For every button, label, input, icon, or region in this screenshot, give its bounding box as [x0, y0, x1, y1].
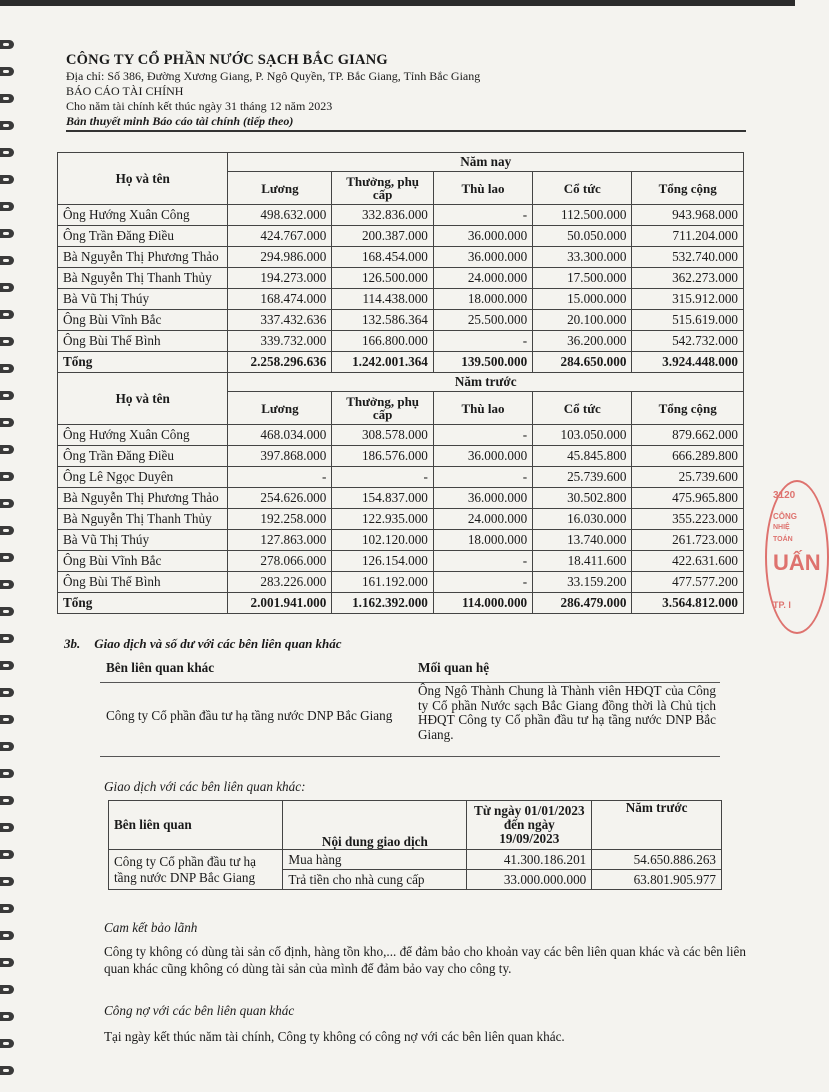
- amount-cell: 355.223.000: [632, 509, 744, 530]
- amount-cell: 362.273.000: [632, 268, 744, 289]
- person-name-cell: Bà Vũ Thị Thúy: [58, 530, 228, 551]
- amount-cell: -: [332, 467, 434, 488]
- amount-cell: 50.050.000: [533, 226, 632, 247]
- binding-ring: [0, 688, 14, 697]
- amount-cell: 25.739.600: [533, 467, 632, 488]
- amount-cell: 114.438.000: [332, 289, 434, 310]
- binding-ring: [0, 121, 14, 130]
- person-name-cell: Ông Bùi Vĩnh Bắc: [58, 310, 228, 331]
- amount-cell: 63.801.905.977: [592, 870, 722, 890]
- binding-ring: [0, 364, 14, 373]
- person-name-cell: Ông Hướng Xuân Công: [58, 205, 228, 226]
- amount-cell: 103.050.000: [533, 425, 632, 446]
- amount-cell: 15.000.000: [533, 289, 632, 310]
- binding-ring: [0, 202, 14, 211]
- amount-cell: -: [433, 205, 532, 226]
- amount-cell: 261.723.000: [632, 530, 744, 551]
- remuneration-table: [57, 152, 744, 614]
- amount-cell: 168.474.000: [228, 289, 332, 310]
- col-header: Nội dung giao dịch: [283, 801, 467, 850]
- person-name-cell: Ông Bùi Vĩnh Bắc: [58, 551, 228, 572]
- binding-ring: [0, 931, 14, 940]
- total-amount: 114.000.000: [433, 593, 532, 614]
- amount-cell: 254.626.000: [228, 488, 332, 509]
- binding-ring: [0, 607, 14, 616]
- binding-ring: [0, 1066, 14, 1075]
- binding-ring: [0, 337, 14, 346]
- amount-cell: 337.432.636: [228, 310, 332, 331]
- col-header: Thưởng, phụ cấp: [332, 392, 434, 425]
- amount-cell: 186.576.000: [332, 446, 434, 467]
- person-name-cell: Ông Bùi Thế Bình: [58, 331, 228, 352]
- amount-cell: 13.740.000: [533, 530, 632, 551]
- total-label: Tổng: [58, 593, 228, 614]
- amount-cell: 102.120.000: [332, 530, 434, 551]
- table-row: [58, 530, 744, 551]
- col-header: Thù lao: [433, 172, 532, 205]
- content-cell: Trả tiền cho nhà cung cấp: [283, 870, 467, 890]
- amount-cell: 200.387.000: [332, 226, 434, 247]
- binding-ring: [0, 418, 14, 427]
- transactions-heading: Giao dịch với các bên liên quan khác:: [104, 779, 306, 794]
- related-party-name: Công ty Cổ phần đầu tư hạ tầng nước DNP Bắc Giang: [106, 708, 393, 723]
- binding-ring: [0, 985, 14, 994]
- col-header: Từ ngày 01/01/2023 đến ngày 19/09/2023: [467, 801, 592, 850]
- binding-ring: [0, 769, 14, 778]
- amount-cell: 36.000.000: [433, 488, 532, 509]
- binding-ring: [0, 472, 14, 481]
- table-row: [58, 226, 744, 247]
- col-header: Bên liên quan: [109, 801, 283, 850]
- amount-cell: -: [433, 572, 532, 593]
- section-number: 3b.: [64, 636, 81, 651]
- total-row: [58, 352, 744, 373]
- person-name-cell: Bà Nguyễn Thị Thanh Thủy: [58, 268, 228, 289]
- table-row: [58, 268, 744, 289]
- col-header: Năm trước: [592, 801, 722, 850]
- total-amount: 286.479.000: [533, 593, 632, 614]
- amount-cell: 33.300.000: [533, 247, 632, 268]
- person-name-cell: Bà Vũ Thị Thúy: [58, 289, 228, 310]
- table-row: [58, 572, 744, 593]
- amount-cell: -: [433, 331, 532, 352]
- binding-ring: [0, 580, 14, 589]
- binding-ring: [0, 499, 14, 508]
- person-name-cell: Bà Nguyễn Thị Phương Thảo: [58, 488, 228, 509]
- amount-cell: 315.912.000: [632, 289, 744, 310]
- amount-cell: 422.631.600: [632, 551, 744, 572]
- transactions-table: [108, 800, 722, 890]
- amount-cell: 332.836.000: [332, 205, 434, 226]
- total-amount: 284.650.000: [533, 352, 632, 373]
- amount-cell: 166.800.000: [332, 331, 434, 352]
- amount-cell: 36.000.000: [433, 226, 532, 247]
- binding-ring: [0, 67, 14, 76]
- table-row: [58, 446, 744, 467]
- report-period: Cho năm tài chính kết thúc ngày 31 tháng 12 năm 2023: [66, 99, 333, 113]
- content-cell: Mua hàng: [283, 850, 467, 870]
- table-row: [58, 247, 744, 268]
- binding-ring: [0, 526, 14, 535]
- company-stamp: [765, 480, 829, 634]
- amount-cell: -: [228, 467, 332, 488]
- amount-cell: 879.662.000: [632, 425, 744, 446]
- amount-cell: 154.837.000: [332, 488, 434, 509]
- binding-ring: [0, 634, 14, 643]
- total-amount: 1.162.392.000: [332, 593, 434, 614]
- relation-col-header: Mối quan hệ: [418, 660, 490, 675]
- amount-cell: 498.632.000: [228, 205, 332, 226]
- amount-cell: 161.192.000: [332, 572, 434, 593]
- person-name-cell: Bà Nguyễn Thị Thanh Thủy: [58, 509, 228, 530]
- amount-cell: 542.732.000: [632, 331, 744, 352]
- binding-ring: [0, 1012, 14, 1021]
- amount-cell: 468.034.000: [228, 425, 332, 446]
- amount-cell: 24.000.000: [433, 509, 532, 530]
- person-name-cell: Ông Bùi Thế Bình: [58, 572, 228, 593]
- amount-cell: 17.500.000: [533, 268, 632, 289]
- debts-heading: Công nợ với các bên liên quan khác: [104, 1003, 295, 1018]
- table-row: [58, 331, 744, 352]
- amount-cell: 54.650.886.263: [592, 850, 722, 870]
- person-name-cell: Ông Lê Ngọc Duyên: [58, 467, 228, 488]
- amount-cell: 666.289.800: [632, 446, 744, 467]
- amount-cell: 278.066.000: [228, 551, 332, 572]
- col-header: Tổng cộng: [632, 392, 744, 425]
- total-amount: 3.564.812.000: [632, 593, 744, 614]
- binding-ring: [0, 742, 14, 751]
- amount-cell: 33.000.000.000: [467, 870, 592, 890]
- binding-ring: [0, 715, 14, 724]
- amount-cell: 36.000.000: [433, 446, 532, 467]
- table-row: [58, 551, 744, 572]
- amount-cell: 339.732.000: [228, 331, 332, 352]
- report-title: BÁO CÁO TÀI CHÍNH: [66, 84, 184, 98]
- scan-top-edge: [0, 0, 795, 6]
- col-header: Cổ tức: [533, 172, 632, 205]
- binding-ring: [0, 904, 14, 913]
- table-row: [58, 488, 744, 509]
- document-header: [66, 52, 746, 132]
- stamp-text: 3120: [773, 490, 796, 501]
- name-col-header: Họ và tên: [58, 153, 228, 205]
- amount-cell: 122.935.000: [332, 509, 434, 530]
- amount-cell: 515.619.000: [632, 310, 744, 331]
- amount-cell: -: [433, 425, 532, 446]
- binding-ring: [0, 445, 14, 454]
- amount-cell: 132.586.364: [332, 310, 434, 331]
- table-row: [58, 509, 744, 530]
- binding-ring: [0, 391, 14, 400]
- binding-ring: [0, 229, 14, 238]
- binding-ring: [0, 850, 14, 859]
- binding-ring: [0, 94, 14, 103]
- relation-description: Ông Ngô Thành Chung là Thành viên HĐQT của Công ty Cổ phần Nước sạch Bắc Giang đồng thời là Chủ tịch HĐQT Công ty Cổ phần đầu tư hạ tầng nước DNP Bắc Giang.: [418, 683, 716, 742]
- binding-ring: [0, 40, 14, 49]
- table-row: [58, 467, 744, 488]
- table-row: [58, 310, 744, 331]
- amount-cell: 41.300.186.201: [467, 850, 592, 870]
- guarantee-text: Công ty không có dùng tài sản cố định, hàng tồn kho,... để đảm bảo cho khoản vay các bên liên quan khác và các bên liên quan khác cũng không có dùng tài sản của mình để đảm bảo vay cho công ty.: [104, 944, 746, 976]
- section-3b-title: [64, 636, 342, 652]
- amount-cell: -: [433, 551, 532, 572]
- amount-cell: 25.500.000: [433, 310, 532, 331]
- amount-cell: 308.578.000: [332, 425, 434, 446]
- col-header: Thưởng, phụ cấp: [332, 172, 434, 205]
- amount-cell: 477.577.200: [632, 572, 744, 593]
- binding-ring: [0, 1039, 14, 1048]
- total-amount: 2.258.296.636: [228, 352, 332, 373]
- total-amount: 3.924.448.000: [632, 352, 744, 373]
- amount-cell: 18.000.000: [433, 530, 532, 551]
- stamp-text: TP. I: [773, 600, 791, 610]
- company-address: Địa chỉ: Số 386, Đường Xương Giang, P. Ngô Quyền, TP. Bắc Giang, Tỉnh Bắc Giang: [66, 69, 481, 83]
- table-row: [58, 425, 744, 446]
- report-subtitle: Bản thuyết minh Báo cáo tài chính (tiếp theo): [66, 114, 746, 132]
- stamp-text: UẤN: [773, 550, 821, 575]
- total-amount: 2.001.941.000: [228, 593, 332, 614]
- divider: [100, 756, 720, 757]
- year-header: Năm nay: [228, 153, 744, 172]
- col-header: Thù lao: [433, 392, 532, 425]
- table-row: [58, 289, 744, 310]
- binding-ring: [0, 148, 14, 157]
- binding-ring: [0, 310, 14, 319]
- col-header: Cổ tức: [533, 392, 632, 425]
- amount-cell: 294.986.000: [228, 247, 332, 268]
- col-header: Lương: [228, 392, 332, 425]
- amount-cell: 127.863.000: [228, 530, 332, 551]
- amount-cell: 112.500.000: [533, 205, 632, 226]
- amount-cell: 20.100.000: [533, 310, 632, 331]
- total-amount: 139.500.000: [433, 352, 532, 373]
- binding-ring: [0, 553, 14, 562]
- amount-cell: 18.000.000: [433, 289, 532, 310]
- related-party-col-header: Bên liên quan khác: [106, 660, 215, 675]
- amount-cell: 18.411.600: [533, 551, 632, 572]
- person-name-cell: Ông Hướng Xuân Công: [58, 425, 228, 446]
- binding-ring: [0, 175, 14, 184]
- col-header: Lương: [228, 172, 332, 205]
- amount-cell: 168.454.000: [332, 247, 434, 268]
- person-name-cell: Ông Trần Đăng Điều: [58, 226, 228, 247]
- amount-cell: 424.767.000: [228, 226, 332, 247]
- party-cell: Công ty Cổ phần đầu tư hạ tầng nước DNP Bắc Giang: [109, 850, 283, 890]
- amount-cell: 33.159.200: [533, 572, 632, 593]
- amount-cell: 192.258.000: [228, 509, 332, 530]
- stamp-text: NHIỆ: [773, 524, 790, 531]
- person-name-cell: Ông Trần Đăng Điều: [58, 446, 228, 467]
- amount-cell: 36.000.000: [433, 247, 532, 268]
- amount-cell: 30.502.800: [533, 488, 632, 509]
- amount-cell: 45.845.800: [533, 446, 632, 467]
- stamp-text: TOÁN: [773, 536, 793, 543]
- binding-ring: [0, 877, 14, 886]
- guarantee-heading: Cam kết bảo lãnh: [104, 920, 198, 935]
- name-col-header: Họ và tên: [58, 373, 228, 425]
- total-amount: 1.242.001.364: [332, 352, 434, 373]
- amount-cell: 24.000.000: [433, 268, 532, 289]
- binding-ring: [0, 796, 14, 805]
- amount-cell: 126.500.000: [332, 268, 434, 289]
- year-header: Năm trước: [228, 373, 744, 392]
- person-name-cell: Bà Nguyễn Thị Phương Thảo: [58, 247, 228, 268]
- section-heading: Giao dịch và số dư với các bên liên quan khác: [94, 636, 342, 651]
- binding-rings: [0, 30, 16, 1092]
- total-label: Tổng: [58, 352, 228, 373]
- binding-ring: [0, 283, 14, 292]
- amount-cell: 397.868.000: [228, 446, 332, 467]
- binding-ring: [0, 256, 14, 265]
- amount-cell: 16.030.000: [533, 509, 632, 530]
- amount-cell: 36.200.000: [533, 331, 632, 352]
- debts-text: Tại ngày kết thúc năm tài chính, Công ty không có công nợ với các bên liên quan khác.: [104, 1029, 565, 1044]
- table-row: [58, 205, 744, 226]
- binding-ring: [0, 823, 14, 832]
- company-name: CÔNG TY CỔ PHẦN NƯỚC SẠCH BẮC GIANG: [66, 52, 388, 68]
- amount-cell: 283.226.000: [228, 572, 332, 593]
- amount-cell: 711.204.000: [632, 226, 744, 247]
- total-row: [58, 593, 744, 614]
- col-header: Tổng cộng: [632, 172, 744, 205]
- amount-cell: 943.968.000: [632, 205, 744, 226]
- binding-ring: [0, 958, 14, 967]
- amount-cell: 194.273.000: [228, 268, 332, 289]
- stamp-text: CÔNG: [773, 512, 797, 521]
- amount-cell: -: [433, 467, 532, 488]
- amount-cell: 532.740.000: [632, 247, 744, 268]
- amount-cell: 475.965.800: [632, 488, 744, 509]
- amount-cell: 25.739.600: [632, 467, 744, 488]
- binding-ring: [0, 661, 14, 670]
- amount-cell: 126.154.000: [332, 551, 434, 572]
